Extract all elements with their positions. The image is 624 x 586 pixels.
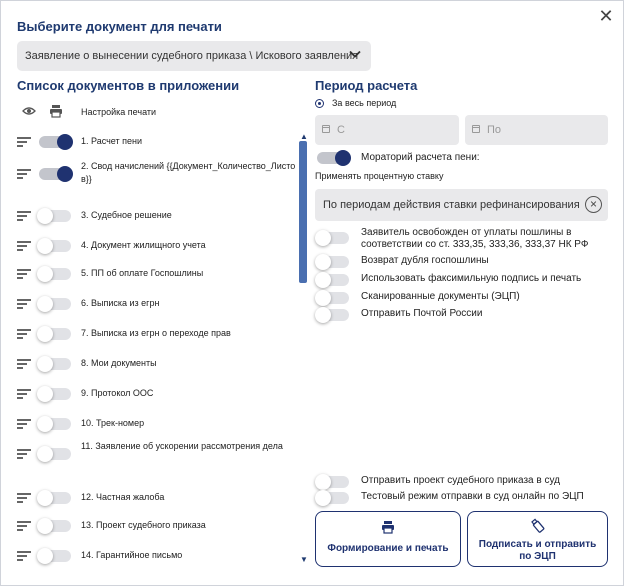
document-label: [81, 267, 297, 280]
sign-send-button[interactable]: [467, 511, 608, 567]
document-label-text: 8. Мои документы: [81, 358, 157, 368]
rate-select-value: По периодам действия ставки рефинансирования: [323, 199, 580, 211]
drag-handle-icon[interactable]: [17, 359, 31, 369]
document-toggle[interactable]: [39, 168, 71, 180]
court-option-label: Отправить проект судебного приказа в суд: [361, 475, 560, 486]
document-label-text: 12. Частная жалоба: [81, 492, 165, 502]
document-label-text: 6. Выписка из егрн: [81, 298, 160, 308]
drag-handle-icon[interactable]: [17, 299, 31, 309]
drag-handle-icon[interactable]: [17, 449, 31, 459]
option-label-text: Возврат дубля госпошлины: [361, 255, 489, 266]
drag-handle-icon[interactable]: [17, 241, 31, 251]
document-label-text: в}}: [81, 174, 92, 184]
document-toggle[interactable]: [39, 240, 71, 252]
eye-icon[interactable]: [22, 106, 36, 116]
drag-handle-icon[interactable]: [17, 211, 31, 221]
document-label: [81, 491, 297, 504]
document-toggle[interactable]: [39, 358, 71, 370]
drag-handle-icon[interactable]: [17, 169, 31, 179]
option-toggle[interactable]: [317, 309, 349, 321]
option-toggle[interactable]: [317, 232, 349, 244]
whole-period-radio[interactable]: [315, 99, 324, 108]
option-label: [361, 255, 489, 267]
option-toggle[interactable]: [317, 292, 349, 304]
drag-handle-icon[interactable]: [17, 137, 31, 147]
close-icon[interactable]: ✕: [598, 6, 614, 26]
scroll-up-icon[interactable]: ▲: [300, 132, 308, 141]
chevron-down-icon: [349, 50, 361, 58]
date-from-field[interactable]: [315, 115, 459, 145]
option-label-text: Использовать факсимильную подпись и печать: [361, 273, 582, 284]
document-toggle[interactable]: [39, 328, 71, 340]
document-toggle[interactable]: [39, 388, 71, 400]
document-toggle[interactable]: [39, 268, 71, 280]
document-toggle[interactable]: [39, 492, 71, 504]
moratorium-toggle[interactable]: [317, 152, 349, 164]
document-toggle[interactable]: [39, 418, 71, 430]
sign-button-label-line1: Подписать и отправить: [478, 539, 597, 550]
printer-icon[interactable]: [49, 104, 63, 118]
date-to-field[interactable]: [465, 115, 608, 145]
document-toggle[interactable]: [39, 210, 71, 222]
option-label: [361, 273, 581, 285]
option-label-text: Заявитель освобожден от уплаты пошлины в: [361, 227, 572, 238]
date-from-placeholder: С: [337, 124, 345, 136]
drag-handle-icon[interactable]: [17, 521, 31, 531]
document-label: [81, 327, 297, 340]
document-label: [81, 440, 297, 453]
period-heading: Период расчета: [315, 78, 418, 93]
option-label-text: Отправить Почтой России: [361, 308, 483, 319]
moratorium-label: Мораторий расчета пени:: [361, 152, 480, 163]
date-to-placeholder: По: [487, 124, 502, 136]
document-label-text: 2. Свод начислений {{Документ_Количество_Листо: [81, 161, 296, 171]
printer-icon: [381, 520, 395, 534]
print-settings-label: Настройка печати: [81, 107, 157, 117]
scroll-down-icon[interactable]: ▼: [300, 555, 308, 564]
drag-handle-icon[interactable]: [17, 551, 31, 561]
document-toggle[interactable]: [39, 520, 71, 532]
rate-select[interactable]: [315, 189, 608, 221]
sign-button-label-line2: по ЭЦП: [519, 551, 556, 562]
drag-handle-icon[interactable]: [17, 329, 31, 339]
document-select[interactable]: [17, 41, 371, 71]
document-toggle[interactable]: [39, 448, 71, 460]
document-label: [81, 160, 297, 186]
document-select-value: Заявление о вынесении судебного приказа \ Искового заявления: [25, 50, 359, 62]
document-toggle[interactable]: [39, 298, 71, 310]
drag-handle-icon[interactable]: [17, 389, 31, 399]
calendar-icon: [322, 125, 330, 133]
drag-handle-icon[interactable]: [17, 493, 31, 503]
document-label-text: 5. ПП об оплате Госпошлины: [81, 268, 204, 278]
option-label: [361, 308, 482, 320]
scrollbar-thumb[interactable]: [299, 141, 307, 283]
dialog-title: Выберите документ для печати: [17, 19, 222, 34]
document-label: [81, 239, 297, 252]
apply-rate-label: Применять процентную ставку: [315, 171, 444, 181]
document-label: [81, 417, 297, 430]
document-label-text: 14. Гарантийное письмо: [81, 550, 183, 560]
usb-key-icon: [530, 518, 546, 534]
drag-handle-icon[interactable]: [17, 419, 31, 429]
option-label-text: соответствии со ст. 333,35, 333,36, 333,37 НК РФ: [361, 239, 589, 250]
document-label: [81, 135, 297, 148]
document-label-text: 10. Трек-номер: [81, 418, 145, 428]
document-toggle[interactable]: [39, 550, 71, 562]
drag-handle-icon[interactable]: [17, 269, 31, 279]
clear-icon[interactable]: ×: [585, 196, 602, 213]
document-label-text: 7. Выписка из егрн о переходе прав: [81, 328, 231, 338]
court-option-label: Тестовый режим отправки в суд онлайн по ЭЦП: [361, 491, 584, 502]
print-button[interactable]: [315, 511, 461, 567]
document-label: [81, 297, 297, 310]
calendar-icon: [472, 125, 480, 133]
document-label-text: 11. Заявление об ускорении рассмотрения дела: [81, 441, 283, 451]
document-label: [81, 387, 297, 400]
document-label-text: 4. Документ жилищного учета: [81, 240, 206, 250]
document-label: [81, 209, 297, 222]
document-label: [81, 549, 297, 562]
option-toggle[interactable]: [317, 256, 349, 268]
option-label: [361, 291, 520, 303]
documents-heading: Список документов в приложении: [17, 78, 240, 93]
whole-period-label: За весь период: [332, 98, 397, 108]
document-label: [81, 519, 297, 532]
document-label-text: 3. Судебное решение: [81, 210, 172, 220]
document-label-text: 1. Расчет пени: [81, 136, 143, 146]
document-label-text: 13. Проект судебного приказа: [81, 520, 206, 530]
court-option-toggle[interactable]: [317, 492, 349, 504]
option-toggle[interactable]: [317, 274, 349, 286]
option-label: [361, 227, 588, 251]
option-label-text: Сканированные документы (ЭЦП): [361, 291, 520, 302]
court-option-toggle[interactable]: [317, 476, 349, 488]
print-button-label: Формирование и печать: [327, 543, 449, 554]
document-label: [81, 357, 297, 370]
document-label-text: 9. Протокол ООС: [81, 388, 154, 398]
document-toggle[interactable]: [39, 136, 71, 148]
